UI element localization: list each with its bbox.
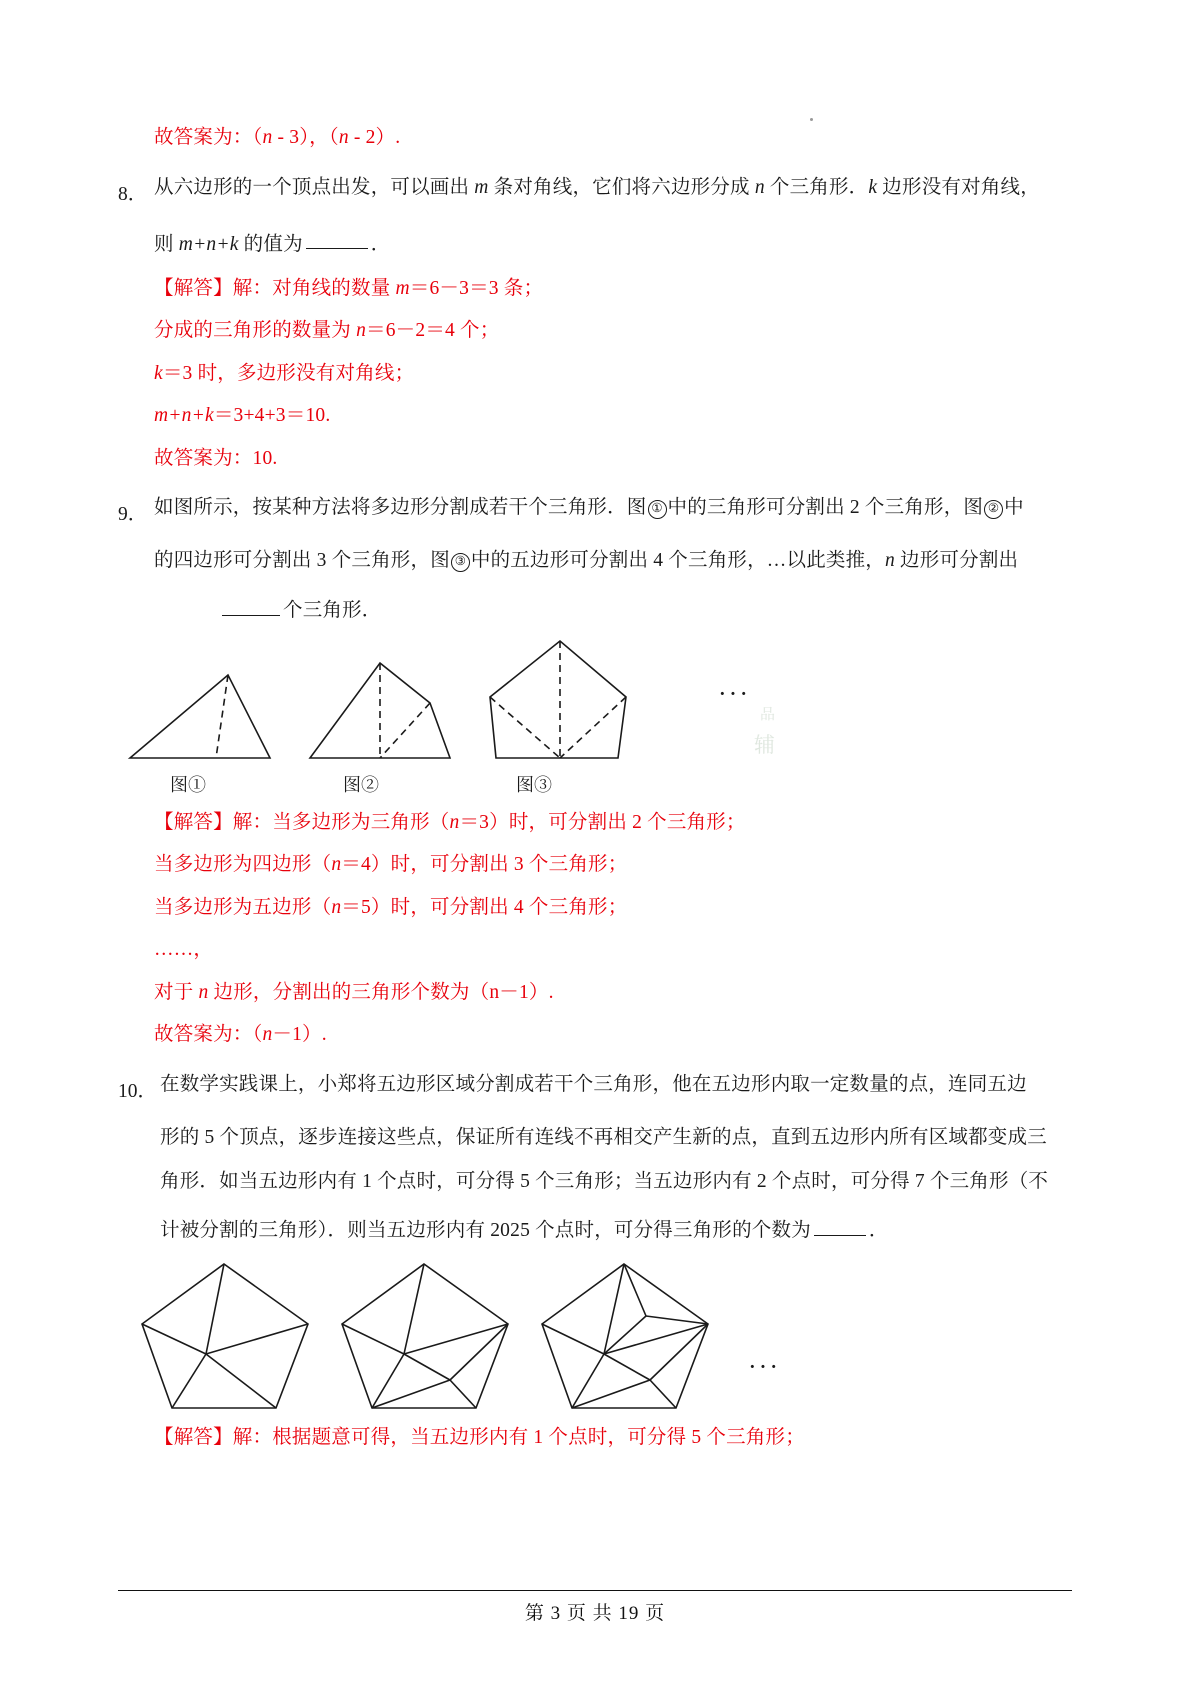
- q8-stem-line1: [154, 178, 1073, 198]
- q10-figures-svg: [136, 1256, 756, 1416]
- q8-stem-line2-end: ．: [370, 233, 391, 255]
- q8-solution-line-1: [118, 279, 1073, 299]
- q8-solution-line-3: [118, 364, 1073, 384]
- q9-solution-line-5: [118, 983, 1073, 1003]
- q10-stem-line2: 形的 5 个顶点，逐步连接这些点，保证所有连线不再相交产生新的点，直到五边形内所有区域都变成三: [160, 1126, 1047, 1148]
- footer-divider: [118, 1590, 1072, 1591]
- q10-stem-l4a: 计被分割的三角形）．则当五边形内有 2025 个点时，可分得三角形的个数为: [160, 1219, 811, 1241]
- q8-stem-a: 从六边形的一个顶点出发，可以画出: [154, 176, 475, 198]
- q10-ellipsis: ···: [748, 1352, 780, 1382]
- q8-var-m: m: [474, 176, 489, 198]
- q8-sol2-label: 分成的三角形的数量为: [154, 320, 357, 342]
- q9-stem-line2: [118, 551, 1073, 572]
- q8-sol4-rest: ＝3+4+3＝10.: [213, 405, 331, 427]
- q9-solution-line-4: ……，: [154, 939, 214, 961]
- q8-sol3-rest: ＝3 时，多边形没有对角线；: [162, 362, 415, 384]
- q9-caption-row: [118, 771, 1073, 797]
- question-8: [118, 178, 1073, 206]
- q9-figure-group: [118, 621, 1073, 771]
- q9-figure-3-caption: 图③: [516, 774, 552, 795]
- q9-stem-l1c: 中: [1004, 497, 1024, 519]
- q9-number: 9．: [118, 504, 148, 526]
- q9-sol1-pre: 【解答】解：当多边形为三角形（: [154, 811, 450, 833]
- q9-sol5-pre: 对于: [154, 981, 199, 1003]
- q9-stem-l3-suffix: 个三角形．: [283, 600, 382, 622]
- q8-expr-mnk: m+n+k: [178, 233, 239, 255]
- q8-stem-c: 个三角形．: [764, 176, 869, 198]
- q9-solution-line-2: [118, 855, 1073, 875]
- q9-sol6-post: －1）.: [272, 1024, 327, 1046]
- circled-three-icon: ③: [451, 553, 470, 572]
- q10-figure-2: [342, 1264, 508, 1408]
- q9-figure-1-caption: 图①: [170, 774, 206, 795]
- q7-answer-mid: - 3），（: [272, 127, 339, 148]
- q9-sol2-var: n: [331, 854, 342, 876]
- q9-sol3-pre: 当多边形为五边形（: [154, 896, 332, 918]
- q9-figures-svg: [118, 621, 718, 771]
- q10-stem-line3: 角形．如当五边形内有 1 个点时，可分得 5 个三角形；当五边形内有 2 个点时，可分得 7 个三角形（不: [160, 1171, 1049, 1193]
- q9-ellipsis: ···: [718, 678, 750, 708]
- q9-sol2-pre: 当多边形为四边形（: [154, 854, 332, 876]
- q8-sol1-rest: ＝6－3＝3 条；: [409, 277, 544, 299]
- q9-stem-l1a: 如图所示，按某种方法将多边形分割成若干个三角形．图: [154, 497, 647, 519]
- watermark-mark-2: 辅: [754, 732, 775, 757]
- q7-answer-var2: n: [338, 127, 349, 148]
- q7-answer-var1: n: [262, 127, 273, 148]
- q8-solution-line-4: [118, 406, 1073, 426]
- q9-sol1-var: n: [449, 811, 460, 833]
- q8-stem-line2-prefix: 则: [154, 233, 179, 255]
- circled-one-icon: ①: [648, 500, 667, 519]
- q10-figure-3: [542, 1264, 708, 1408]
- q9-sol3-post: ＝5）时，可分割出 4 个三角形；: [341, 896, 628, 918]
- q10-stem-line1: 在数学实践课上，小郑将五边形区域分割成若干个三角形，他在五边形内取一定数量的点，连同五边: [160, 1073, 1027, 1095]
- q8-answer-blank[interactable]: [306, 231, 368, 250]
- q10-number: 10．: [118, 1080, 158, 1102]
- q10-stem-l4b: ．: [868, 1219, 889, 1241]
- q8-var-n: n: [754, 176, 765, 198]
- q9-sol3-var: n: [331, 896, 342, 918]
- q8-sol1-var: m: [395, 277, 410, 299]
- q8-sol4-expr: m+n+k: [154, 405, 214, 427]
- q9-stem-l2b: 中的五边形可分割出 4 个三角形，…以此类推，: [470, 550, 886, 572]
- q9-solution-line-1: [118, 813, 1073, 833]
- q9-stem-l1b: 中的三角形可分割出 2 个三角形，图: [667, 497, 984, 519]
- q10-figure-group: [118, 1256, 1073, 1416]
- q9-sol5-var: n: [198, 981, 209, 1003]
- q7-answer-prefix: 故答案为：（: [154, 127, 263, 148]
- q8-sol1-label: 【解答】解：对角线的数量: [154, 277, 396, 299]
- q9-sol2-post: ＝4）时，可分割出 3 个三角形；: [341, 854, 628, 876]
- q9-stem-l2c: 边形可分割出: [894, 550, 1019, 572]
- question-10: [118, 1075, 1073, 1103]
- q8-solution-line-2: [118, 321, 1073, 341]
- q9-sol1-post: ＝3）时，可分割出 2 个三角形；: [459, 811, 746, 833]
- q8-stem-b: 条对角线，它们将六边形分成: [488, 176, 755, 198]
- q9-figure-3: [490, 641, 626, 758]
- q9-sol5-post: 边形，分割出的三角形个数为（n－1）.: [208, 981, 554, 1003]
- q8-stem-line2-suffix: 的值为: [238, 233, 303, 255]
- q9-figure-2-caption: 图②: [343, 774, 379, 795]
- q10-answer-blank[interactable]: [814, 1217, 866, 1236]
- q8-sol2-rest: ＝6－2＝4 个；: [366, 320, 500, 342]
- circled-two-icon: ②: [984, 500, 1003, 519]
- page-content: [118, 0, 1073, 1448]
- q9-stem-line1: [154, 498, 1073, 519]
- q8-sol2-var: n: [356, 320, 367, 342]
- q8-stem-line2: [118, 231, 1073, 254]
- question-9: [118, 498, 1073, 526]
- q8-stem-d: 边形没有对角线，: [877, 176, 1040, 198]
- q9-sol6-pre: 故答案为：（: [154, 1024, 263, 1046]
- q7-answer-end: - 2）.: [348, 127, 401, 148]
- q9-var-n: n: [885, 550, 895, 572]
- q9-sol6-var: n: [262, 1024, 273, 1046]
- q9-solution-line-3: [118, 898, 1073, 918]
- q10-figure-1: [142, 1264, 308, 1408]
- q10-stem-line4: [118, 1217, 1073, 1240]
- q8-var-k: k: [868, 176, 878, 198]
- q9-figure-2: [310, 663, 450, 758]
- page-number-text: 第 3 页 共 19 页: [524, 1603, 666, 1624]
- q7-answer-line: [118, 128, 1073, 148]
- footer: [0, 1598, 1190, 1625]
- q9-stem-l2a: 的四边形可分割出 3 个三角形，图: [154, 550, 450, 572]
- q9-figure-1: [130, 675, 270, 758]
- q9-answer-blank[interactable]: [222, 597, 280, 616]
- watermark-mark-1: 品: [760, 706, 776, 723]
- q10-solution-line-1: 【解答】解：根据题意可得，当五边形内有 1 个点时，可分得 5 个三角形；: [154, 1427, 805, 1449]
- q9-stem-line3: [118, 597, 1073, 620]
- q8-number: 8．: [118, 183, 148, 205]
- q8-solution-line-5: 故答案为：10.: [154, 447, 278, 469]
- q8-sol3-var: k: [154, 362, 163, 384]
- q9-solution-line-6: [118, 1025, 1073, 1045]
